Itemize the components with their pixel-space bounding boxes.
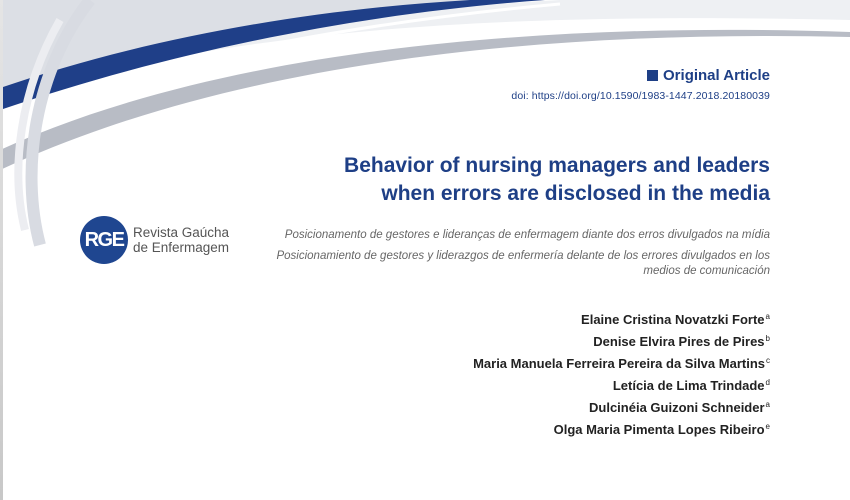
author-name: Denise Elvira Pires de Pires$^b$ <box>593 334 770 349</box>
affiliation-mark: c <box>766 356 770 365</box>
title-line: when errors are disclosed in the media <box>381 182 770 205</box>
article-title <box>210 152 770 208</box>
affiliation-mark: d <box>765 378 770 387</box>
square-bullet-icon <box>647 70 658 81</box>
affiliation-mark: b <box>765 334 770 343</box>
affiliation-mark: e <box>765 422 770 431</box>
alternate-titles <box>250 228 770 285</box>
author-name: Maria Manuela Ferreira Pereira da Silva Martins$^c$ <box>473 356 770 371</box>
title-spanish: Posicionamiento de gestores y liderazgos de enfermería delante de los errores divulgados en los medios de comunicación <box>276 250 770 277</box>
doi-link[interactable]: doi: https://doi.org/10.1590/1983-1447.2018.20180039 <box>511 90 770 102</box>
author-name: Olga Maria Pimenta Lopes Ribeiro$^e$ <box>553 422 770 437</box>
affiliation-mark: a <box>765 312 770 321</box>
rge-badge-icon: RGE <box>80 216 128 264</box>
journal-name-line: Revista Gaúcha <box>133 225 230 240</box>
title-line: Behavior of nursing managers and leaders <box>344 154 770 177</box>
author-name: Dulcinéia Guizoni Schneider$^a$ <box>589 400 770 415</box>
author-list <box>473 307 770 439</box>
author-name: Elaine Cristina Novatzki Forte$^a$ <box>581 312 770 327</box>
journal-name-line: de Enfermagem <box>133 240 230 255</box>
journal-name <box>133 225 229 255</box>
affiliation-mark: a <box>765 400 770 409</box>
article-type-text: Original Article <box>663 67 770 84</box>
title-portuguese: Posicionamento de gestores e lideranças de enfermagem diante dos erros divulgados na mídia <box>284 229 770 241</box>
page-left-edge <box>0 0 3 500</box>
journal-logo <box>80 216 229 264</box>
author-name: Letícia de Lima Trindade$^d$ <box>612 378 770 393</box>
article-type-label <box>647 67 770 84</box>
